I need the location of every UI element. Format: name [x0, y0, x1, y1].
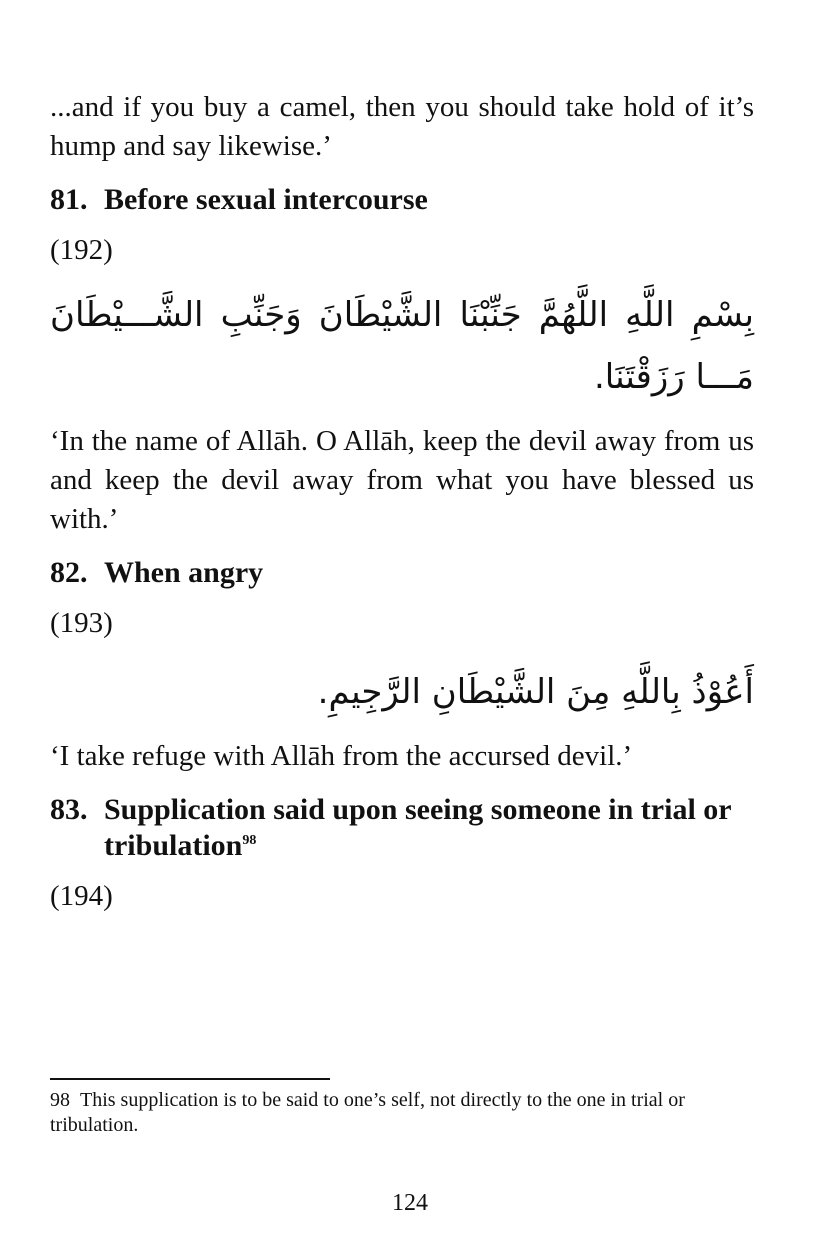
footnote-number: 98	[50, 1089, 70, 1111]
hadith-reference: (192)	[50, 234, 113, 266]
section-heading-82	[50, 555, 754, 591]
footnote-marker[interactable]: 98	[242, 833, 257, 848]
section-title	[104, 792, 754, 864]
section-number: 83.	[50, 793, 88, 826]
footnote-divider	[50, 1078, 330, 1080]
translation-paragraph: ‘I take refuge with Allāh from the accursed devil.’	[50, 740, 633, 772]
arabic-supplication: أَعُوْذُ بِاللَّهِ مِنَ الشَّيْطَانِ الرَّجِيمِ.	[317, 672, 754, 712]
footnote-text: This supplication is to be said to one’s self, not directly to the one in trial or tribulation.	[50, 1089, 685, 1136]
section-title-text: Supplication said upon seeing someone in trial or tribulation	[104, 793, 732, 862]
section-title: Before sexual intercourse	[104, 183, 428, 216]
section-number: 82.	[50, 556, 88, 589]
page-content	[50, 88, 754, 930]
page-number: 124	[392, 1190, 428, 1216]
section-heading-83	[50, 792, 754, 864]
intro-paragraph: ...and if you buy a camel, then you should take hold of it’s hump and say likewise.’	[50, 91, 754, 162]
translation-paragraph: ‘In the name of Allāh. O Allāh, keep the devil away from us and keep the devil away from what you have blessed us with.’	[50, 425, 754, 535]
section-heading-81	[50, 182, 754, 218]
hadith-reference: (193)	[50, 607, 113, 639]
arabic-supplication: بِسْمِ اللَّهِ اللَّهُمَّ جَنِّبْنَا الشَّيْطَانَ وَجَنِّبِ الشَّـــيْطَانَ مَـــا رَزَقْتَنَا.	[50, 295, 754, 397]
section-number: 81.	[50, 183, 88, 216]
hadith-reference: (194)	[50, 880, 113, 912]
footnote	[50, 1088, 754, 1138]
section-title: When angry	[104, 556, 264, 589]
